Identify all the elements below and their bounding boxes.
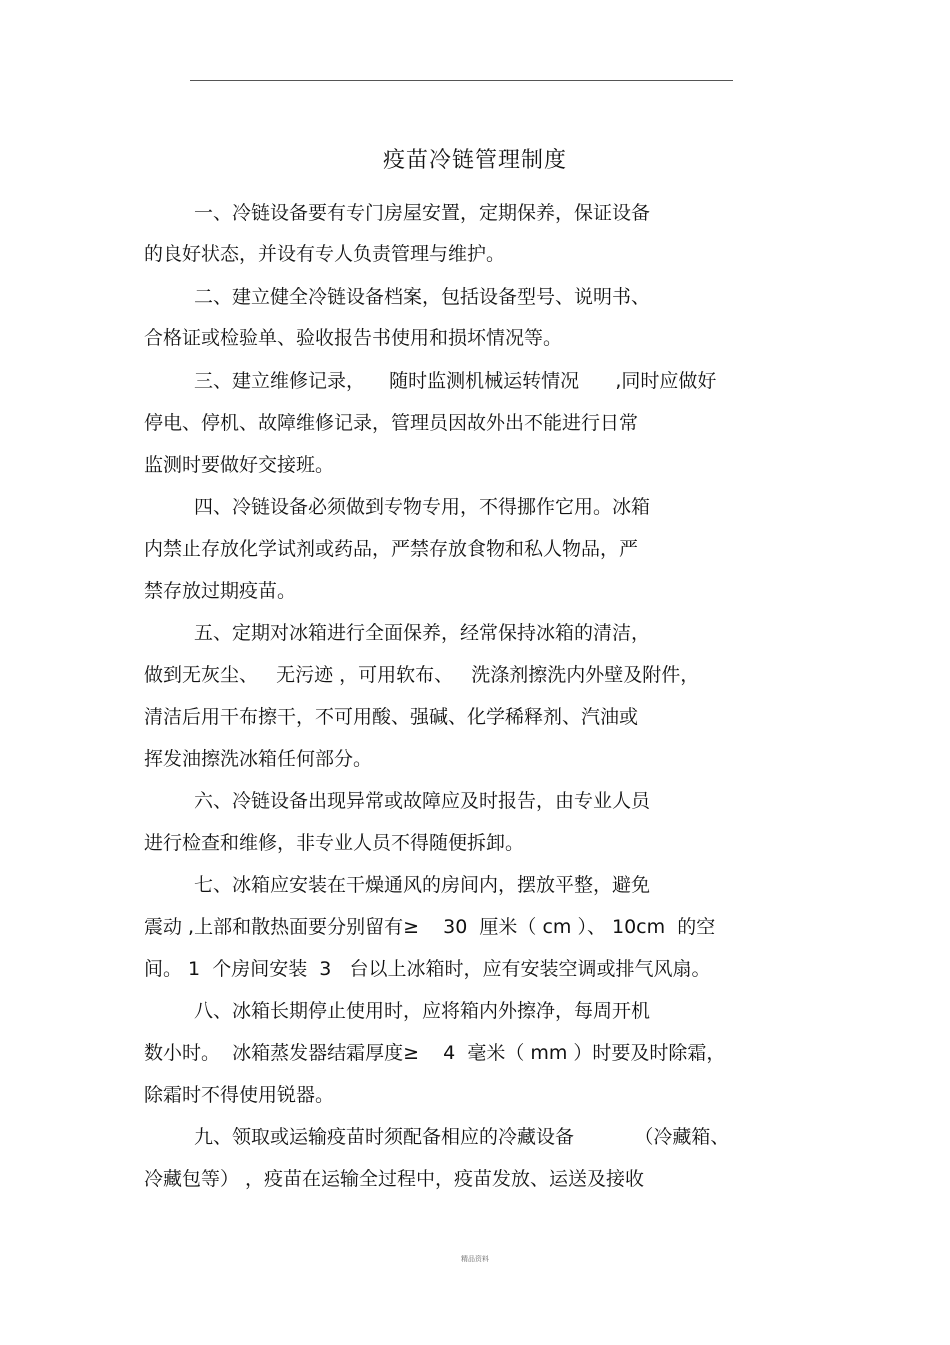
paragraph-7-line-1: 七、冰箱应安装在干燥通风的房间内，摆放平整，避免 <box>194 874 651 896</box>
document-title: 疫苗冷链管理制度 <box>382 148 567 173</box>
paragraph-8-line-3: 除霜时不得使用锐器。 <box>144 1084 335 1106</box>
paragraph-5-line-1: 五、定期对冰箱进行全面保养，经常保持冰箱的清洁， <box>194 622 651 644</box>
paragraph-9-line-2: 冷藏包等） ，疫苗在运输全过程中，疫苗发放、运送及接收 <box>144 1168 645 1190</box>
paragraph-2-line-2: 合格证或检验单、验收报告书使用和损坏情况等。 <box>144 327 563 349</box>
paragraph-8-line-1: 八、冰箱长期停止使用时，应将箱内外擦净，每周开机 <box>194 1000 651 1022</box>
paragraph-1-line-1: 一、冷链设备要有专门房屋安置，定期保养，保证设备 <box>194 202 651 224</box>
paragraph-4-line-3: 禁存放过期疫苗。 <box>144 580 297 602</box>
paragraph-7-line-3: 间。 1 个房间安装 3 台以上冰箱时，应有安装空调或排气风扇。 <box>144 958 711 980</box>
paragraph-4-line-1: 四、冷链设备必须做到专物专用，不得挪作它用。冰箱 <box>194 496 651 518</box>
paragraph-5-line-4: 挥发油擦洗冰箱任何部分。 <box>144 748 373 770</box>
paragraph-2-line-1: 二、建立健全冷链设备档案，包括设备型号、说明书、 <box>194 286 651 308</box>
paragraph-3-line-2: 停电、停机、故障维修记录，管理员因故外出不能进行日常 <box>144 412 639 434</box>
paragraph-6-line-1: 六、冷链设备出现异常或故障应及时报告，由专业人员 <box>194 790 651 812</box>
paragraph-9-line-1: 九、领取或运输疫苗时须配备相应的冷藏设备 （冷藏箱、 <box>194 1126 730 1148</box>
paragraph-8-line-2: 数小时。 冰箱蒸发器结霜厚度≥ 4 毫米（ mm ）时要及时除霜， <box>144 1042 726 1064</box>
header-rule <box>190 80 733 81</box>
paragraph-4-line-2: 内禁止存放化学试剂或药品，严禁存放食物和私人物品，严 <box>144 538 639 560</box>
paragraph-1-line-2: 的良好状态，并设有专人负责管理与维护。 <box>144 243 506 265</box>
paragraph-3-line-3: 监测时要做好交接班。 <box>144 454 335 476</box>
page-footer: 精品资料 <box>461 1255 489 1263</box>
paragraph-6-line-2: 进行检查和维修，非专业人员不得随便拆卸。 <box>144 832 525 854</box>
paragraph-7-line-2: 震动 ,上部和散热面要分别留有≥ 30 厘米（ cm ）、 10cm 的空 <box>144 916 716 938</box>
paragraph-3-line-1: 三、建立维修记录， 随时监测机械运转情况 ,同时应做好 <box>194 370 717 392</box>
paragraph-5-line-3: 清洁后用干布擦干，不可用酸、强碱、化学稀释剂、汽油或 <box>144 706 639 728</box>
paragraph-5-line-2: 做到无灰尘、 无污迹 ，可用软布、 洗涤剂擦洗内外壁及附件， <box>144 664 700 686</box>
